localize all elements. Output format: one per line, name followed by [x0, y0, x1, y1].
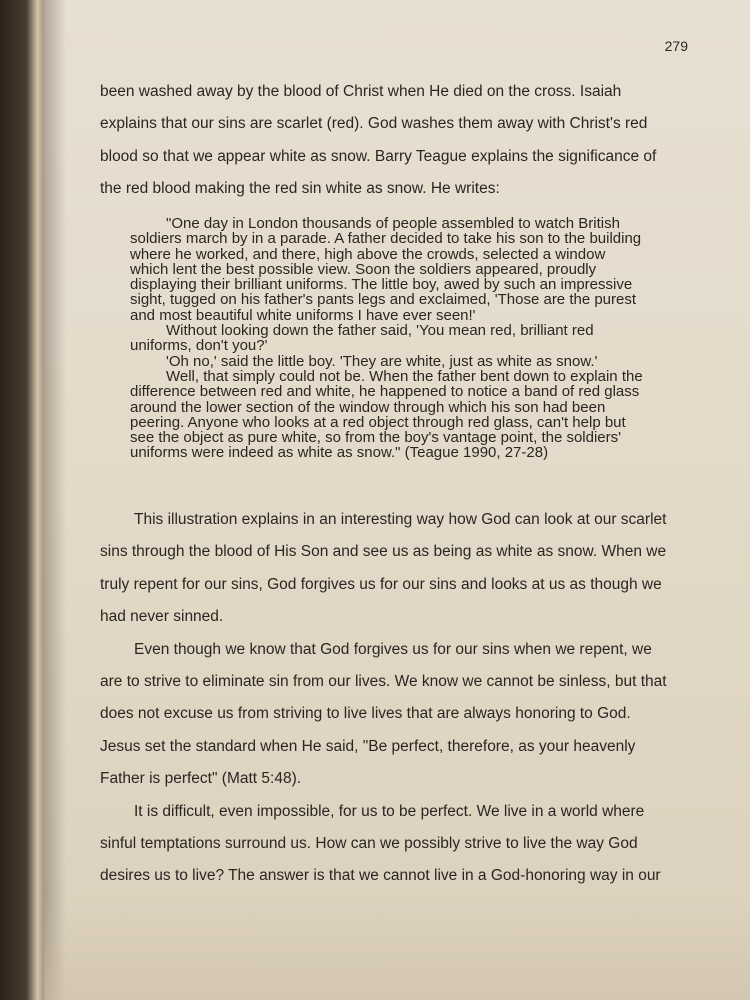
text-line: soldiers march by in a parade. A father decided to take his son to the building	[130, 230, 642, 248]
text-line: which lent the best possible view. Soon the soldiers appeared, proudly	[130, 260, 597, 278]
text-line: the red blood making the red sin white as snow. He writes:	[100, 180, 500, 198]
text-line: desires us to live? The answer is that we cannot live in a God-honoring way in our	[100, 867, 661, 885]
block-quote	[130, 216, 692, 461]
page-number: 279	[664, 38, 688, 54]
text-line: blood so that we appear white as snow. Barry Teague explains the significance of	[100, 147, 657, 165]
text-line: and most beautiful white uniforms I have ever seen!'	[130, 306, 476, 324]
text-line: difference between red and white, he happened to notice a band of red glass	[130, 383, 640, 401]
text-line: Well, that simply could not be. When the father bent down to explain the	[166, 367, 643, 385]
book-page	[44, 0, 750, 1000]
text-line: This illustration explains in an interesting way how God can look at our scarlet	[134, 511, 667, 528]
text-line: sinful temptations surround us. How can we possibly strive to live the way God	[100, 835, 638, 853]
text-line: sight, tugged on his father's pants legs and exclaimed, 'Those are the purest	[130, 291, 637, 309]
text-line: truly repent for our sins, God forgives us for our sins and looks at us as though we	[100, 575, 662, 593]
text-line: Father is perfect" (Matt 5:48).	[100, 770, 302, 788]
text-line: been washed away by the blood of Christ when He died on the cross. Isaiah	[100, 83, 622, 100]
text-line: Without looking down the father said, 'You mean red, brilliant red	[166, 322, 594, 340]
body-paragraphs	[100, 504, 694, 893]
text-line: explains that our sins are scarlet (red). God washes them away with Christ's red	[100, 115, 648, 133]
text-line: where he worked, and there, high above the crowds, selected a window	[130, 245, 606, 263]
text-line: displaying their brilliant uniforms. The little boy, awed by such an impressive	[130, 276, 633, 294]
text-line: are to strive to eliminate sin from our lives. We know we cannot be sinless, but that	[100, 673, 667, 691]
page-shadow	[44, 900, 750, 1000]
opening-paragraph	[100, 76, 694, 206]
text-line: Even though we know that God forgives us for our sins when we repent, we	[134, 640, 652, 658]
text-line: peering. Anyone who looks at a red object through red glass, can't help but	[130, 413, 626, 431]
text-line: uniforms were indeed as white as snow." (Teague 1990, 27-28)	[130, 444, 549, 462]
text-line: had never sinned.	[100, 608, 224, 626]
text-line: does not excuse us from striving to live lives that are always honoring to God.	[100, 705, 631, 723]
text-line: "One day in London thousands of people assembled to watch British	[166, 215, 620, 232]
text-line: around the lower section of the window through which his son had been	[130, 398, 606, 416]
text-line: sins through the blood of His Son and see us as being as white as snow. When we	[100, 543, 667, 561]
book-binding	[0, 0, 48, 1000]
text-line: see the object as pure white, so from the boy's vantage point, the soldiers'	[130, 429, 622, 447]
text-line: It is difficult, even impossible, for us to be perfect. We live in a world where	[134, 802, 645, 820]
text-line: Jesus set the standard when He said, "Be perfect, therefore, as your heavenly	[100, 737, 636, 755]
text-line: 'Oh no,' said the little boy. 'They are white, just as white as snow.'	[166, 352, 598, 370]
text-line: uniforms, don't you?'	[130, 337, 268, 355]
